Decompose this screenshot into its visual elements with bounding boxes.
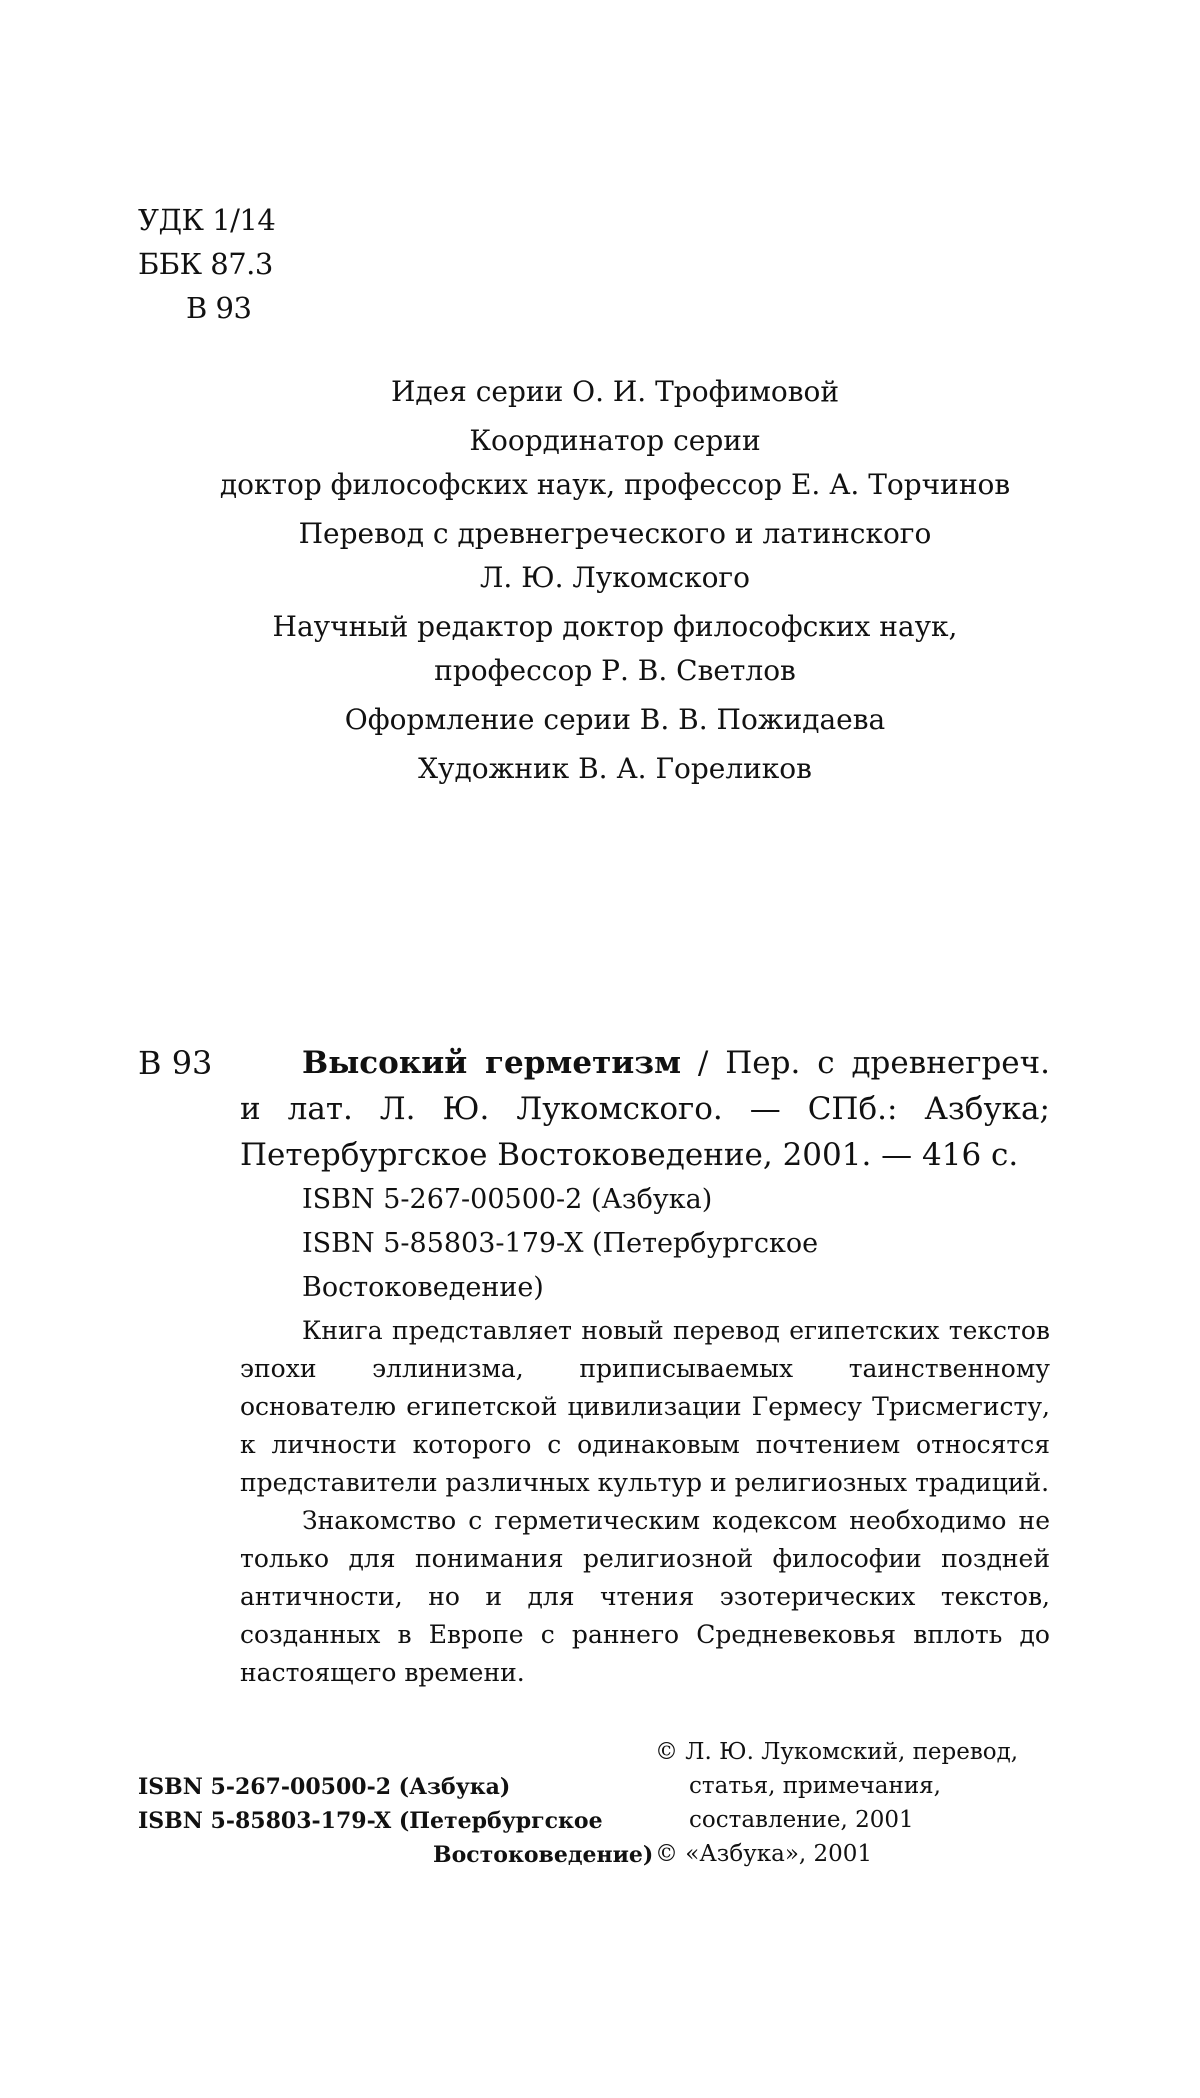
- bottom-isbn-2: ISBN 5-85803-179-X (Петербургское: [138, 1808, 603, 1834]
- catalog-code: В 93: [138, 1044, 213, 1082]
- series-idea: Идея серии О. И. Трофимовой: [390, 375, 840, 408]
- bbk-code: ББК 87.3: [138, 247, 273, 281]
- copyright-1-line-3: составление, 2001: [689, 1807, 914, 1833]
- copyright-1-line-2: статья, примечания,: [689, 1773, 941, 1799]
- editor-line-2: профессор Р. В. Светлов: [434, 654, 796, 687]
- translation-line-2: Л. Ю. Лукомского: [480, 561, 750, 594]
- bottom-isbn-2-cont: Востоковедение): [433, 1842, 654, 1868]
- bottom-isbn-1: ISBN 5-267-00500-2 (Азбука): [138, 1774, 511, 1800]
- coordinator-name: доктор философских наук, профессор Е. А. Торчинов: [219, 468, 1011, 501]
- bottom-isbn-block: [138, 1770, 654, 1872]
- editor-line-1: Научный редактор доктор философских наук,: [272, 610, 958, 643]
- credits-block: [150, 370, 1080, 791]
- catalog-line-2: и лат. Л. Ю. Лукомского. — СПб.: Азбука;: [240, 1091, 1050, 1127]
- book-title: Высокий герметизм: [302, 1045, 681, 1081]
- author-mark: В 93: [186, 291, 252, 325]
- series-design: Оформление серии В. В. Пожидаева: [344, 703, 886, 736]
- annotation-paragraph-2: Знакомство с герметическим кодексом необходимо не только для понимания религиозной философии поздней античности, но и для чтения эзотерических текстов, созданных в Европе с раннего Средневековья вплоть до настоящего времени.: [240, 1506, 1050, 1687]
- translation-line-1: Перевод с древнегреческого и латинского: [298, 517, 932, 550]
- copyright-2: © «Азбука», 2001: [655, 1841, 873, 1867]
- artist: Художник В. А. Гореликов: [418, 752, 812, 785]
- copyright-1-line-1: © Л. Ю. Лукомский, перевод,: [655, 1739, 1019, 1765]
- catalog-isbn-1: ISBN 5-267-00500-2 (Азбука): [302, 1184, 713, 1215]
- copyright-block: [655, 1735, 1055, 1871]
- catalog-entry: [240, 1040, 1050, 1692]
- catalog-line-1-rest: / Пер. с древнегреч.: [681, 1045, 1050, 1081]
- catalog-line-1: [240, 1040, 1050, 1086]
- coordinator-title: Координатор серии: [469, 424, 761, 457]
- catalog-isbn-2: ISBN 5-85803-179-X (Петербургское Востоковедение): [302, 1228, 819, 1303]
- udk-code: УДК 1/14: [138, 203, 276, 237]
- catalog-line-3: Петербургское Востоковедение, 2001. — 416 с.: [240, 1137, 1019, 1173]
- udk-block: [138, 198, 275, 330]
- annotation: [240, 1312, 1050, 1692]
- annotation-paragraph-1: Книга представляет новый перевод египетских текстов эпохи эллинизма, приписываемых таинственному основателю египетской цивилизации Гермесу Трисмегисту, к личности которого с одинаковым почтением относятся представители различных культур и религиозных традиций.: [240, 1316, 1050, 1497]
